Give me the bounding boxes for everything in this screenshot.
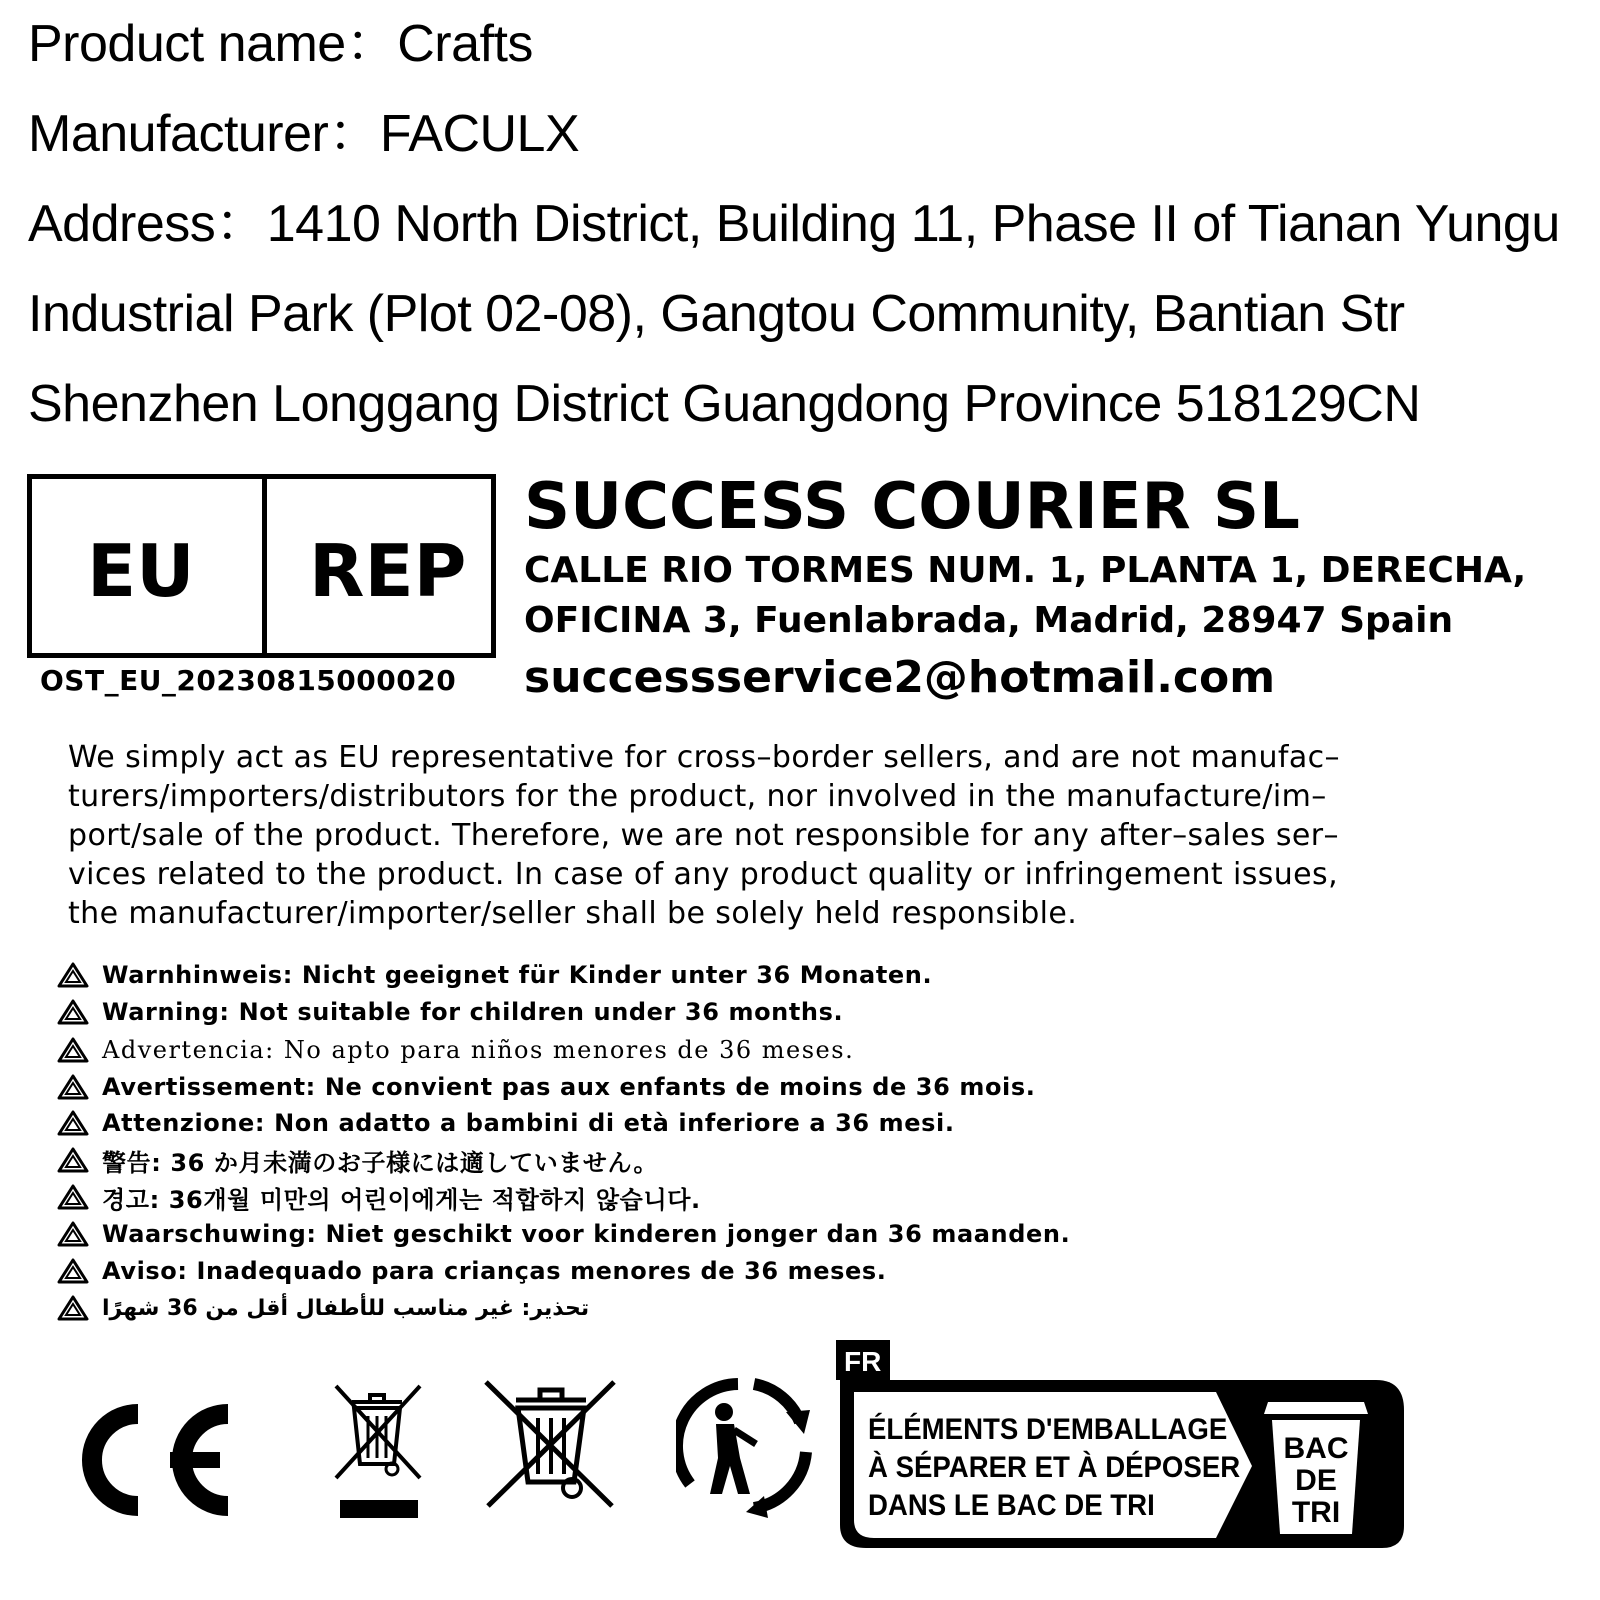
disclaimer-line: turers/importers/distributors for the product, nor involved in the manufacture/im– <box>68 779 1327 814</box>
address-line-3: Shenzhen Longgang District Guangdong Province 518129CN <box>28 375 1421 433</box>
eu-rep-symbol <box>27 474 496 658</box>
eu-rep-divider <box>262 479 267 653</box>
eu-rep-address-line-2: OFICINA 3, Fuenlabrada, Madrid, 28947 Spain <box>524 600 1454 641</box>
warning-item-ko <box>56 1181 701 1213</box>
triman-text-line-2: À SÉPARER ET À DÉPOSER <box>868 1451 1241 1484</box>
eu-rep-email: successservice2@hotmail.com <box>524 652 1276 703</box>
address-line-1: Address：1410 North District, Building 11, Phase II of Tianan Yungu <box>28 195 1560 253</box>
warning-text: Waarschuwing: Niet geschikt voor kinderen jonger dan 36 maanden. <box>102 1220 1071 1248</box>
warning-triangle-icon <box>56 1183 90 1211</box>
warning-item-pt <box>56 1255 887 1287</box>
warning-text: Attenzione: Non adatto a bambini di età inferiore a 36 mesi. <box>102 1109 955 1137</box>
triman-country-label: FR <box>844 1346 882 1377</box>
product-name-line: Product name：Crafts <box>28 15 533 73</box>
weee-crossed-bin-bar-icon <box>330 1382 426 1522</box>
bin-label-bac: BAC <box>1283 1432 1349 1465</box>
warning-item-de <box>56 959 932 991</box>
eu-rep-right-label: REP <box>309 529 467 613</box>
warning-triangle-icon <box>56 998 90 1026</box>
warning-triangle-icon <box>56 1073 90 1101</box>
address-line-2: Industrial Park (Plot 02-08), Gangtou Community, Bantian Str <box>28 285 1405 343</box>
warning-text: 警告: 36 か月未満のお子様には適していません。 <box>102 1148 659 1177</box>
warning-triangle-icon <box>56 1036 90 1064</box>
manufacturer-line: Manufacturer：FACULX <box>28 105 580 163</box>
warning-item-en <box>56 996 843 1028</box>
warning-triangle-icon <box>56 1109 90 1137</box>
disclaimer-line: port/sale of the product. Therefore, we are not responsible for any after–sales ser– <box>68 818 1339 853</box>
crossed-bin-icon <box>482 1378 620 1510</box>
warning-text: Aviso: Inadequado para crianças menores de 36 meses. <box>102 1257 887 1285</box>
triman-text-line-1: ÉLÉMENTS D'EMBALLAGE <box>868 1413 1228 1446</box>
triman-recycling-icon <box>676 1374 820 1518</box>
ce-mark-icon <box>70 1400 240 1520</box>
disclaimer-line: the manufacturer/importer/seller shall be solely held responsible. <box>68 896 1078 931</box>
eu-rep-address-line-1: CALLE RIO TORMES NUM. 1, PLANTA 1, DERECHA, <box>524 550 1527 591</box>
warning-text: 경고: 36개월 미만의 어린이에게는 적합하지 않습니다. <box>102 1185 701 1214</box>
warning-triangle-icon <box>56 1146 90 1174</box>
eu-rep-code: OST_EU_20230815000020 <box>40 664 457 697</box>
warning-item-nl <box>56 1218 1070 1250</box>
warning-item-it <box>56 1107 955 1139</box>
warning-item-ar <box>56 1292 589 1324</box>
bin-label-de: DE <box>1295 1464 1337 1497</box>
warning-text: Warning: Not suitable for children under 36 months. <box>102 998 844 1026</box>
disclaimer-line: vices related to the product. In case of any product quality or infringement issues, <box>68 857 1339 892</box>
disclaimer-line: We simply act as EU representative for cross–border sellers, and are not manufac– <box>68 740 1340 775</box>
warning-triangle-icon <box>56 1294 90 1322</box>
triman-text-line-3: DANS LE BAC DE TRI <box>868 1489 1155 1522</box>
warning-item-es <box>56 1034 854 1066</box>
warning-triangle-icon <box>56 961 90 989</box>
eu-rep-company: SUCCESS COURIER SL <box>524 470 1300 544</box>
bac-de-tri-bin-icon <box>1264 1402 1368 1534</box>
warning-text: Advertencia: No apto para niños menores de 36 meses. <box>102 1036 855 1064</box>
warning-item-ja <box>56 1144 658 1176</box>
warning-text: Warnhinweis: Nicht geeignet für Kinder unter 36 Monaten. <box>102 961 933 989</box>
warning-triangle-icon <box>56 1220 90 1248</box>
warning-text: Avertissement: Ne convient pas aux enfants de moins de 36 mois. <box>102 1073 1036 1101</box>
warning-text: تحذير: غير مناسب للأطفال أقل من 36 شهرًا <box>102 1295 590 1321</box>
warning-triangle-icon <box>56 1257 90 1285</box>
eu-rep-left-label: EU <box>87 529 195 613</box>
bin-label-tri: TRI <box>1291 1496 1341 1529</box>
warning-item-fr <box>56 1071 1036 1103</box>
